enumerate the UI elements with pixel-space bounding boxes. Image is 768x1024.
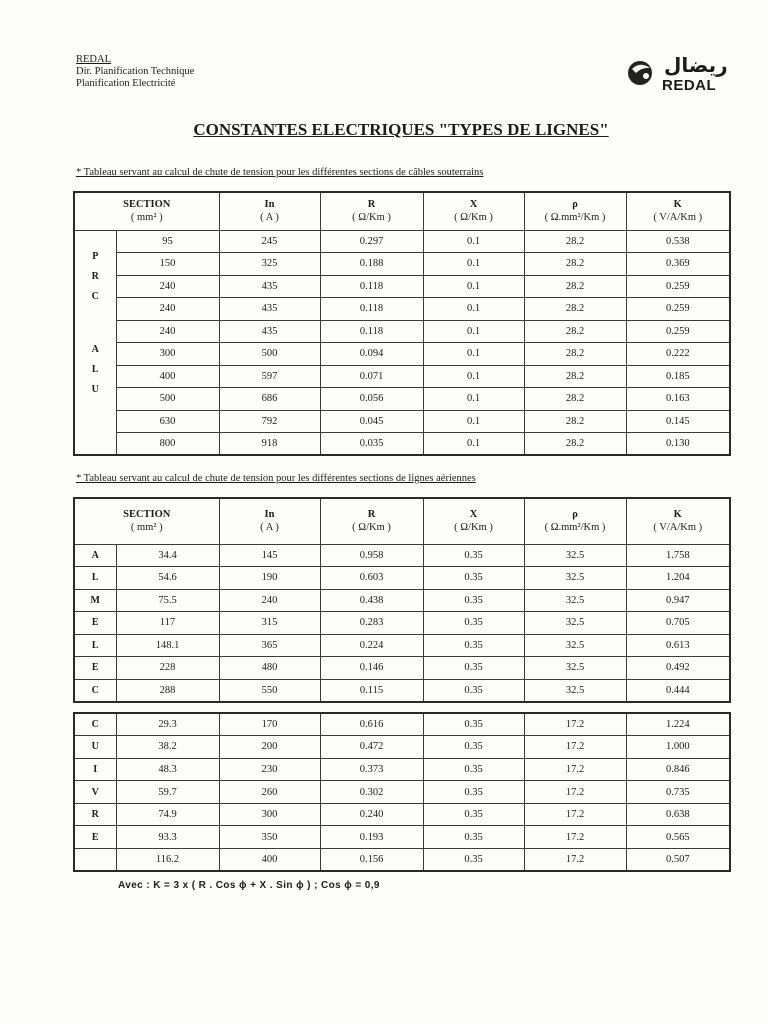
table-cell: 0.35 bbox=[423, 758, 524, 781]
table-cell: 17.2 bbox=[524, 849, 626, 872]
table-row bbox=[74, 253, 730, 276]
table-cell: 0.35 bbox=[423, 713, 524, 736]
header-text: ( Ω.mm²/Km ) bbox=[544, 522, 606, 534]
table-cell: 32.5 bbox=[524, 657, 626, 680]
table-cell: 0.35 bbox=[423, 781, 524, 804]
table-cell: 38.2 bbox=[116, 736, 219, 759]
table-cell: 116.2 bbox=[116, 849, 219, 872]
header-text: K bbox=[673, 509, 682, 521]
table-cell: 0.188 bbox=[320, 253, 423, 276]
table-row bbox=[74, 657, 730, 680]
table-cell: 0.071 bbox=[320, 365, 423, 388]
table-cell: 0.492 bbox=[626, 657, 730, 680]
group-label-cell: I bbox=[74, 758, 116, 781]
group-label-cell: U bbox=[74, 736, 116, 759]
table-cell: 597 bbox=[219, 365, 320, 388]
group-letter: R bbox=[91, 270, 99, 282]
table-row bbox=[74, 410, 730, 433]
table-cell: 0.185 bbox=[626, 365, 730, 388]
table-cell: 28.2 bbox=[524, 343, 626, 366]
table-row bbox=[74, 230, 730, 253]
group-label-cell: E bbox=[74, 657, 116, 680]
table-cell: 0.565 bbox=[626, 826, 730, 849]
header-text: ρ bbox=[572, 509, 578, 521]
table-cell: 0.1 bbox=[423, 433, 524, 456]
header-text: X bbox=[469, 199, 478, 211]
table-row bbox=[74, 433, 730, 456]
table-cell: 0.259 bbox=[626, 275, 730, 298]
table-row bbox=[74, 736, 730, 759]
table-row bbox=[74, 343, 730, 366]
table-cell: 0.35 bbox=[423, 567, 524, 590]
table-cell: 0.297 bbox=[320, 230, 423, 253]
table-cell: 480 bbox=[219, 657, 320, 680]
table-cell: 0.958 bbox=[320, 544, 423, 567]
table-cell: 0.130 bbox=[626, 433, 730, 456]
table-cell: 435 bbox=[219, 298, 320, 321]
group-label-cell: C bbox=[74, 713, 116, 736]
table-cell: 48.3 bbox=[116, 758, 219, 781]
table-cell: 0.115 bbox=[320, 679, 423, 702]
table-cell: 0.35 bbox=[423, 657, 524, 680]
logo-latin-text: REDAL bbox=[662, 77, 717, 94]
table-row bbox=[74, 849, 730, 872]
table-cell: 0.259 bbox=[626, 298, 730, 321]
table-cell: 117 bbox=[116, 612, 219, 635]
table-cell: 240 bbox=[219, 589, 320, 612]
table-cell: 240 bbox=[116, 298, 219, 321]
table-cell: 240 bbox=[116, 320, 219, 343]
table-cell: 350 bbox=[219, 826, 320, 849]
in-header bbox=[219, 498, 320, 544]
table-cell: 0.094 bbox=[320, 343, 423, 366]
table-row bbox=[74, 634, 730, 657]
table-cell: 0.613 bbox=[626, 634, 730, 657]
department-name: Dir. Planification Technique bbox=[76, 66, 195, 77]
table-cell: 0.603 bbox=[320, 567, 423, 590]
logo-arabic-text: ريضال bbox=[664, 53, 728, 77]
table-cell: 0.193 bbox=[320, 826, 423, 849]
table-row bbox=[74, 567, 730, 590]
redal-logo bbox=[624, 53, 728, 94]
table-cell: 0.35 bbox=[423, 826, 524, 849]
header-text: R bbox=[367, 199, 376, 211]
table-cell: 1.204 bbox=[626, 567, 730, 590]
table-row bbox=[74, 826, 730, 849]
group-label-cell: A bbox=[74, 544, 116, 567]
table-cell: 93.3 bbox=[116, 826, 219, 849]
table-cell: 0.1 bbox=[423, 298, 524, 321]
table-cell: 0.444 bbox=[626, 679, 730, 702]
table-cell: 28.2 bbox=[524, 320, 626, 343]
table-cell: 0.1 bbox=[423, 253, 524, 276]
table-row bbox=[74, 781, 730, 804]
table-cell: 32.5 bbox=[524, 544, 626, 567]
table-cell: 400 bbox=[219, 849, 320, 872]
group-label-cell bbox=[74, 849, 116, 872]
group-label-cell: L bbox=[74, 567, 116, 590]
table-cell: 17.2 bbox=[524, 713, 626, 736]
table-cell: 0.35 bbox=[423, 803, 524, 826]
table-cell: 17.2 bbox=[524, 758, 626, 781]
table-cell: 17.2 bbox=[524, 736, 626, 759]
table-cell: 918 bbox=[219, 433, 320, 456]
table-cell: 28.2 bbox=[524, 253, 626, 276]
table1-note: * Tableau servant au calcul de chute de tension pour les différentes sections de câbles souterrains bbox=[76, 167, 484, 178]
table-cell: 0.163 bbox=[626, 388, 730, 411]
table-cell: 245 bbox=[219, 230, 320, 253]
table-cell: 0.947 bbox=[626, 589, 730, 612]
table-cell: 0.35 bbox=[423, 612, 524, 635]
table-cell: 300 bbox=[219, 803, 320, 826]
table-cell: 0.1 bbox=[423, 320, 524, 343]
k-header bbox=[626, 192, 730, 230]
table-row bbox=[74, 758, 730, 781]
table-cell: 686 bbox=[219, 388, 320, 411]
table-header-row bbox=[74, 498, 730, 544]
table-cell: 550 bbox=[219, 679, 320, 702]
table-row bbox=[74, 298, 730, 321]
table-cell: 0.35 bbox=[423, 634, 524, 657]
table-cell: 1.224 bbox=[626, 713, 730, 736]
table-cell: 32.5 bbox=[524, 612, 626, 635]
table-cell: 28.2 bbox=[524, 433, 626, 456]
table-cell: 230 bbox=[219, 758, 320, 781]
x-header bbox=[423, 192, 524, 230]
table-row bbox=[74, 320, 730, 343]
table-row bbox=[74, 388, 730, 411]
table-cell: 0.145 bbox=[626, 410, 730, 433]
table-cell: 0.259 bbox=[626, 320, 730, 343]
table-row bbox=[74, 544, 730, 567]
x-header bbox=[423, 498, 524, 544]
table-cell: 32.5 bbox=[524, 589, 626, 612]
table-cell: 145 bbox=[219, 544, 320, 567]
table-cell: 0.1 bbox=[423, 365, 524, 388]
header-text: R bbox=[367, 509, 376, 521]
table-cell: 74.9 bbox=[116, 803, 219, 826]
table-cell: 0.118 bbox=[320, 320, 423, 343]
table-cell: 28.2 bbox=[524, 410, 626, 433]
table-cell: 28.2 bbox=[524, 388, 626, 411]
table-cell: 0.1 bbox=[423, 410, 524, 433]
table-cell: 0.35 bbox=[423, 849, 524, 872]
table-cell: 0.735 bbox=[626, 781, 730, 804]
group-label-cell: C bbox=[74, 679, 116, 702]
group-label-cell: E bbox=[74, 826, 116, 849]
table-cell: 0.507 bbox=[626, 849, 730, 872]
table-cell: 95 bbox=[116, 230, 219, 253]
table-cell: 32.5 bbox=[524, 567, 626, 590]
table2-note: * Tableau servant au calcul de chute de tension pour les différentes sections de lignes aériennes bbox=[76, 473, 476, 484]
almelec-lines-table bbox=[73, 497, 731, 703]
table-cell: 54.6 bbox=[116, 567, 219, 590]
rho-header bbox=[524, 192, 626, 230]
table-cell: 0.035 bbox=[320, 433, 423, 456]
header-text: ( Ω/Km ) bbox=[352, 522, 391, 534]
k-header bbox=[626, 498, 730, 544]
table-cell: 435 bbox=[219, 320, 320, 343]
table-cell: 0.35 bbox=[423, 679, 524, 702]
table-cell: 0.118 bbox=[320, 275, 423, 298]
header-text: ( Ω.mm²/Km ) bbox=[544, 212, 606, 224]
header-text: ( V/A/Km ) bbox=[653, 212, 703, 224]
header-text: ( Ω/Km ) bbox=[454, 212, 493, 224]
logo-mark-icon bbox=[626, 59, 656, 87]
table-cell: 0.156 bbox=[320, 849, 423, 872]
table-row bbox=[74, 803, 730, 826]
page-title: CONSTANTES ELECTRIQUES "TYPES DE LIGNES" bbox=[193, 120, 609, 139]
r-header bbox=[320, 192, 423, 230]
header-text: ( A ) bbox=[260, 522, 279, 534]
table-cell: 0.616 bbox=[320, 713, 423, 736]
table-cell: 32.5 bbox=[524, 679, 626, 702]
group-label-cell: M bbox=[74, 589, 116, 612]
header-text: ρ bbox=[572, 199, 578, 211]
header-text: ( mm² ) bbox=[130, 212, 163, 224]
group-label-prc-alu bbox=[74, 230, 116, 455]
table-cell: 0.056 bbox=[320, 388, 423, 411]
table-row bbox=[74, 679, 730, 702]
header-text: ( A ) bbox=[260, 212, 279, 224]
table-cell: 0.240 bbox=[320, 803, 423, 826]
table-cell: 28.2 bbox=[524, 275, 626, 298]
table-cell: 0.846 bbox=[626, 758, 730, 781]
table-cell: 0.472 bbox=[320, 736, 423, 759]
group-letter: L bbox=[91, 363, 99, 375]
header-text: X bbox=[469, 509, 478, 521]
table-cell: 34.4 bbox=[116, 544, 219, 567]
table-cell: 0.1 bbox=[423, 388, 524, 411]
table-cell: 29.3 bbox=[116, 713, 219, 736]
header-text: ( V/A/Km ) bbox=[653, 522, 703, 534]
table-cell: 630 bbox=[116, 410, 219, 433]
section-header bbox=[74, 498, 219, 544]
header-text: In bbox=[264, 509, 275, 521]
in-header bbox=[219, 192, 320, 230]
table-row bbox=[74, 612, 730, 635]
table-cell: 0.146 bbox=[320, 657, 423, 680]
org-name: REDAL bbox=[76, 54, 111, 65]
group-label-cell: V bbox=[74, 781, 116, 804]
r-header bbox=[320, 498, 423, 544]
header-text: ( Ω/Km ) bbox=[352, 212, 391, 224]
service-name: Planification Electricité bbox=[76, 78, 176, 89]
table-row bbox=[74, 589, 730, 612]
table-cell: 260 bbox=[219, 781, 320, 804]
table-cell: 0.118 bbox=[320, 298, 423, 321]
table-cell: 150 bbox=[116, 253, 219, 276]
table-cell: 170 bbox=[219, 713, 320, 736]
table-cell: 800 bbox=[116, 433, 219, 456]
table-cell: 500 bbox=[116, 388, 219, 411]
table-cell: 17.2 bbox=[524, 826, 626, 849]
group-letter: C bbox=[91, 290, 99, 302]
table-cell: 0.222 bbox=[626, 343, 730, 366]
table-cell: 240 bbox=[116, 275, 219, 298]
table-cell: 0.638 bbox=[626, 803, 730, 826]
table-cell: 0.35 bbox=[423, 544, 524, 567]
header-text: SECTION bbox=[123, 509, 171, 521]
header-text: In bbox=[264, 199, 275, 211]
table-cell: 315 bbox=[219, 612, 320, 635]
group-letter: P bbox=[92, 250, 99, 262]
table-cell: 0.705 bbox=[626, 612, 730, 635]
header-text: SECTION bbox=[123, 199, 171, 211]
table-cell: 0.438 bbox=[320, 589, 423, 612]
table-cell: 400 bbox=[116, 365, 219, 388]
table-cell: 1.758 bbox=[626, 544, 730, 567]
header-text: K bbox=[673, 199, 682, 211]
table-cell: 0.35 bbox=[423, 736, 524, 759]
header-text: ( mm² ) bbox=[130, 522, 163, 534]
table-cell: 0.1 bbox=[423, 230, 524, 253]
table-cell: 0.283 bbox=[320, 612, 423, 635]
table-cell: 792 bbox=[219, 410, 320, 433]
k-formula: Avec : K = 3 x ( R . Cos ϕ + X . Sin ϕ ) ; Cos ϕ = 0,9 bbox=[118, 880, 380, 891]
table-cell: 28.2 bbox=[524, 365, 626, 388]
table-cell: 0.35 bbox=[423, 589, 524, 612]
rho-header bbox=[524, 498, 626, 544]
section-header bbox=[74, 192, 219, 230]
table-cell: 32.5 bbox=[524, 634, 626, 657]
table-cell: 288 bbox=[116, 679, 219, 702]
table-header-row bbox=[74, 192, 730, 230]
group-letter: A bbox=[91, 343, 99, 355]
document-header bbox=[76, 54, 194, 90]
table-cell: 17.2 bbox=[524, 781, 626, 804]
table-cell: 0.224 bbox=[320, 634, 423, 657]
table-cell: 365 bbox=[219, 634, 320, 657]
table-cell: 148.1 bbox=[116, 634, 219, 657]
table-cell: 300 bbox=[116, 343, 219, 366]
table-cell: 0.1 bbox=[423, 343, 524, 366]
table-cell: 59.7 bbox=[116, 781, 219, 804]
underground-cables-table bbox=[73, 191, 731, 456]
table-cell: 0.369 bbox=[626, 253, 730, 276]
group-label-cell: R bbox=[74, 803, 116, 826]
table-cell: 1.000 bbox=[626, 736, 730, 759]
table-cell: 28.2 bbox=[524, 230, 626, 253]
group-label-cell: E bbox=[74, 612, 116, 635]
table-cell: 0.1 bbox=[423, 275, 524, 298]
table-cell: 500 bbox=[219, 343, 320, 366]
table-cell: 0.045 bbox=[320, 410, 423, 433]
table-row bbox=[74, 365, 730, 388]
table-cell: 75.5 bbox=[116, 589, 219, 612]
table-cell: 0.373 bbox=[320, 758, 423, 781]
table-row bbox=[74, 713, 730, 736]
group-label-cell: L bbox=[74, 634, 116, 657]
copper-lines-table bbox=[73, 712, 731, 872]
table-cell: 17.2 bbox=[524, 803, 626, 826]
header-text: ( Ω/Km ) bbox=[454, 522, 493, 534]
table-cell: 435 bbox=[219, 275, 320, 298]
table-cell: 0.302 bbox=[320, 781, 423, 804]
table-cell: 190 bbox=[219, 567, 320, 590]
table-row bbox=[74, 275, 730, 298]
table-cell: 325 bbox=[219, 253, 320, 276]
table-cell: 200 bbox=[219, 736, 320, 759]
table-cell: 0.538 bbox=[626, 230, 730, 253]
table-cell: 228 bbox=[116, 657, 219, 680]
group-letter: U bbox=[91, 383, 99, 395]
table-cell: 28.2 bbox=[524, 298, 626, 321]
